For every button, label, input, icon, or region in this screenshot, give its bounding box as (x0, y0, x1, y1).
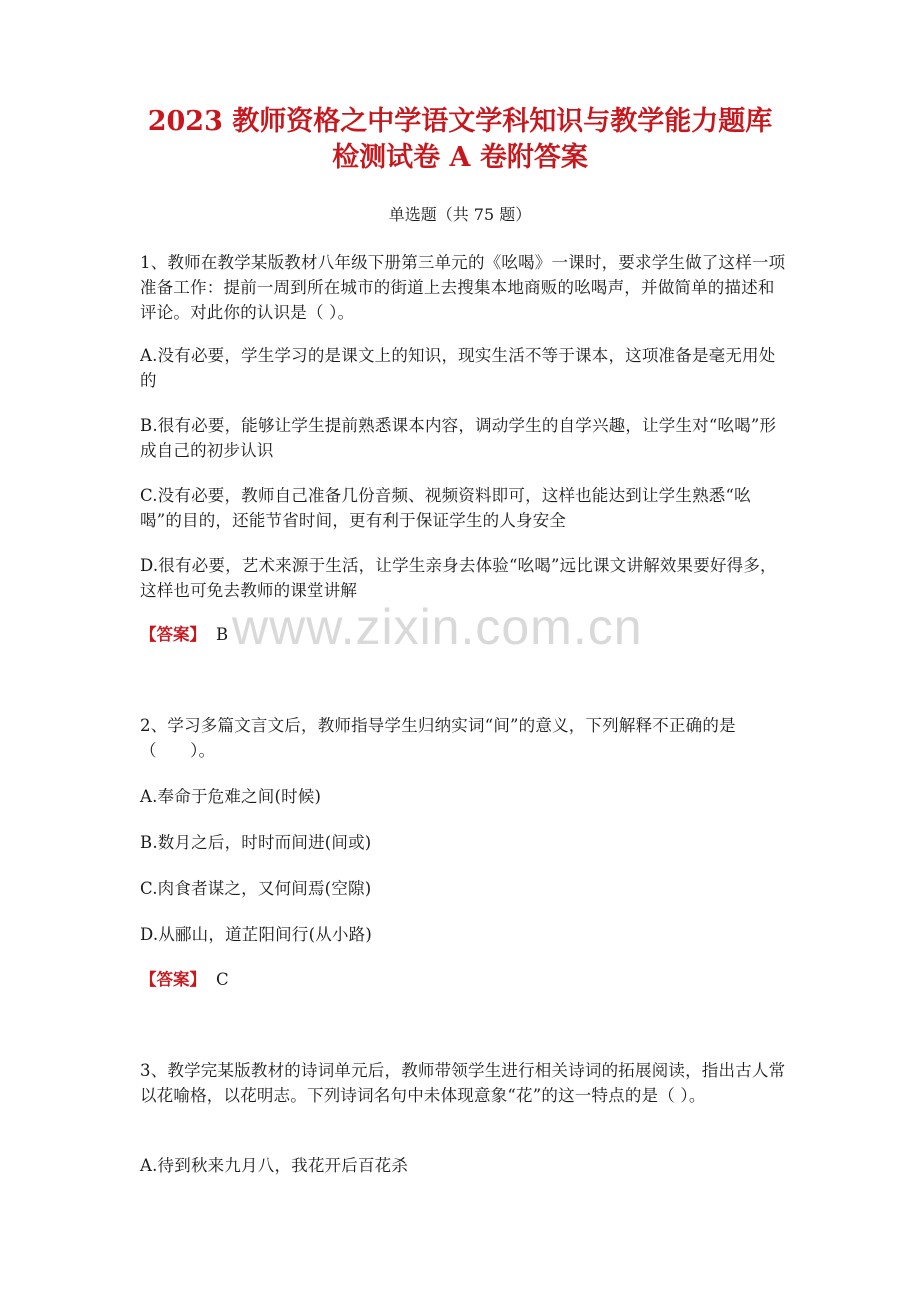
question-2-option-c: C.肉食者谋之，又何间焉(空隙) (140, 879, 372, 898)
watermark: www.zixin.com.cn (232, 599, 643, 655)
answer-label: 【答案】 (140, 625, 206, 644)
question-3-option-a: A.待到秋来九月八，我花开后百花杀 (140, 1156, 409, 1175)
question-2-option-d: D.从郦山，道芷阳间行(从小路) (140, 925, 372, 944)
question-3-stem: 3、教学完某版教材的诗词单元后，教师带领学生进行相关诗词的拓展阅读，指出古人常以花喻格，以花明志。下列诗词名句中未体现意象“花”的这一特点的是（ ）。 (140, 1061, 786, 1105)
question-1-option-b: B.很有必要，能够让学生提前熟悉课本内容，调动学生的自学兴趣，让学生对“吆喝”形成自己的初步认识 (140, 416, 777, 460)
answer-value: B (216, 625, 229, 644)
document-title-line-1: 2023 教师资格之中学语文学科知识与教学能力题库 (147, 106, 773, 137)
answer-value: C (216, 970, 229, 989)
answer-label: 【答案】 (140, 970, 206, 989)
question-2-option-a: A.奉命于危难之间(时候) (140, 787, 322, 806)
section-heading: 单选题（共 75 题） (388, 205, 532, 224)
question-1-option-c: C.没有必要，教师自己准备几份音频、视频资料即可，这样也能达到让学生熟悉“吆喝”的目的，还能节省时间，更有利于保证学生的人身安全 (140, 486, 751, 530)
question-1-answer (140, 622, 228, 647)
question-1-option-a: A.没有必要，学生学习的是课文上的知识，现实生活不等于课本，这项准备是毫无用处的 (140, 346, 776, 390)
document-title-line-2: 检测试卷 A 卷附答案 (332, 142, 588, 173)
question-1-option-d: D.很有必要，艺术来源于生活，让学生亲身去体验“吆喝”远比课文讲解效果要好得多，这样也可免去教师的课堂讲解 (140, 556, 777, 600)
question-2-option-b: B.数月之后，时时而间进(间或) (140, 833, 372, 852)
question-2-answer (140, 967, 229, 992)
question-2-stem: 2、学习多篇文言文后，教师指导学生归纳实词“间”的意义，下列解释不正确的是（ ）。 (140, 716, 736, 760)
question-1-stem: 1、教师在教学某版教材八年级下册第三单元的《吆喝》一课时，要求学生做了这样一项准备工作：提前一周到所在城市的街道上去搜集本地商贩的吆喝声，并做简单的描述和评论。对此你的认识是（ ）。 (140, 253, 786, 322)
